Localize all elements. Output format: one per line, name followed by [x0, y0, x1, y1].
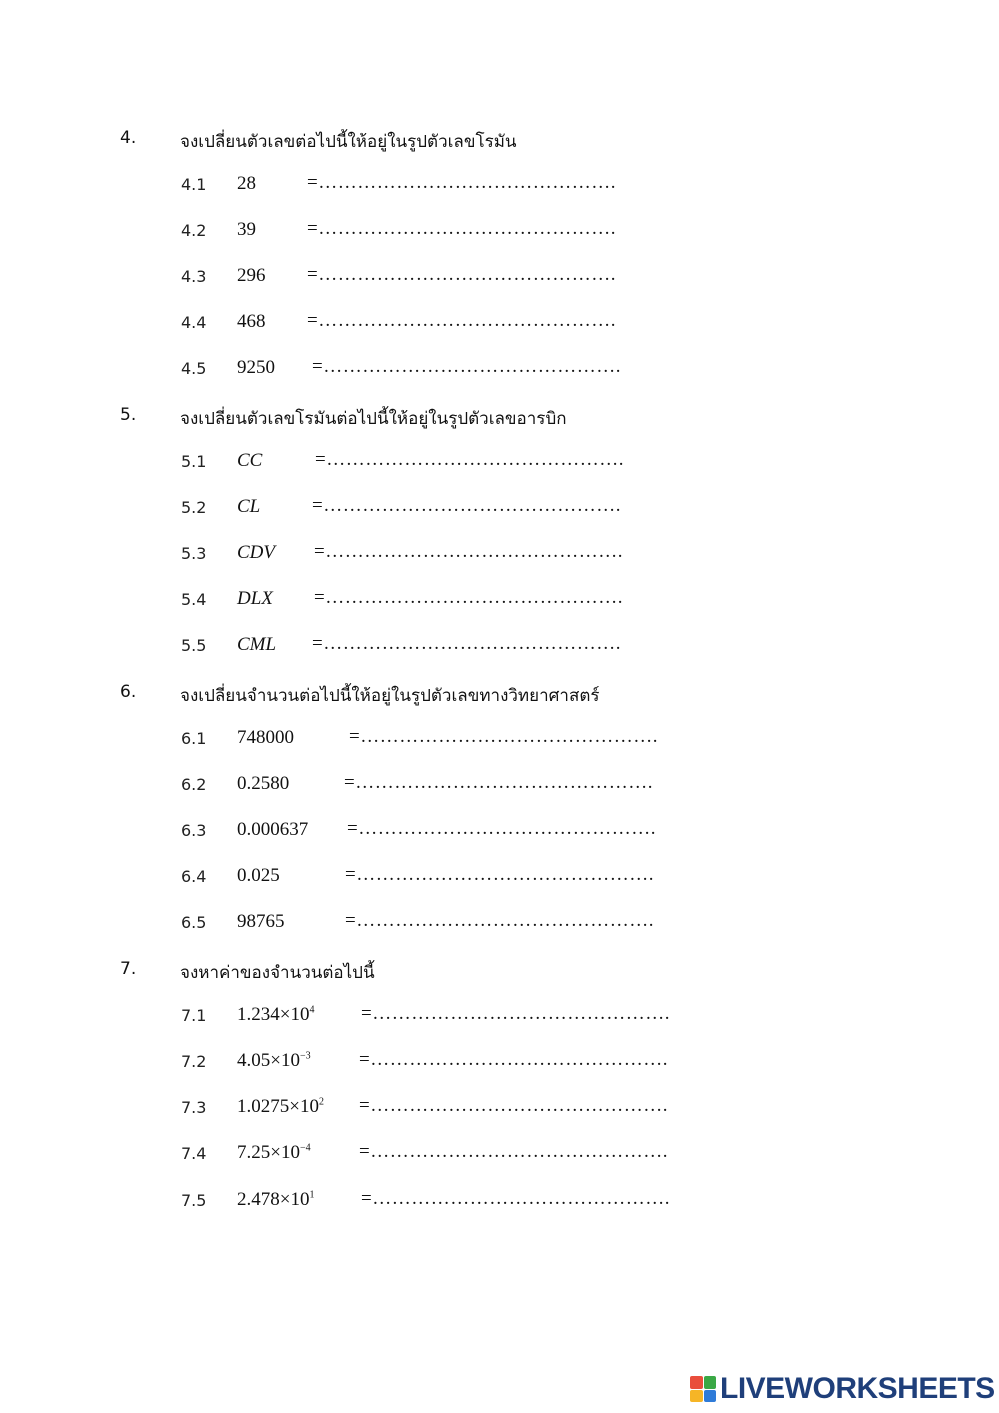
section-number: 5. — [120, 405, 137, 425]
question-number: 6.1 — [181, 729, 207, 748]
question-number: 4.2 — [181, 221, 207, 240]
section-number: 6. — [120, 682, 137, 702]
question-number: 7.1 — [181, 1006, 207, 1025]
value-base: 1.234×10 — [237, 1004, 310, 1025]
section-4-header — [120, 128, 517, 155]
question-value: CDV — [237, 542, 275, 563]
section-title: จงเปลี่ยนตัวเลขโรมันต่อไปนี้ให้อยู่ในรูปตัวเลขอารบิก — [180, 409, 567, 429]
question-value: 98765 — [237, 911, 285, 932]
question-number: 7.2 — [181, 1052, 207, 1071]
question-number: 7.4 — [181, 1144, 207, 1163]
question-value: 39 — [237, 219, 256, 240]
section-title: จงเปลี่ยนตัวเลขต่อไปนี้ให้อยู่ในรูปตัวเลขโรมัน — [180, 132, 517, 152]
question-value: 748000 — [237, 727, 294, 748]
question-value: 468 — [237, 311, 266, 332]
section-title: จงเปลี่ยนจำนวนต่อไปนี้ให้อยู่ในรูปตัวเลขทางวิทยาศาสตร์ — [180, 686, 600, 706]
section-title: จงหาค่าของจำนวนต่อไปนี้ — [180, 963, 375, 983]
value-base: 2.478×10 — [237, 1189, 310, 1210]
answer-field[interactable]: =………………………………………. — [312, 495, 621, 516]
answer-field[interactable]: =………………………………………. — [315, 449, 624, 470]
question-value — [237, 1142, 311, 1164]
answer-field[interactable]: =………………………………………. — [345, 910, 654, 931]
answer-field[interactable]: =………………………………………. — [349, 726, 658, 747]
question-number: 6.5 — [181, 913, 207, 932]
section-5-header — [120, 405, 567, 432]
question-number: 6.2 — [181, 775, 207, 794]
section-7-header — [120, 959, 375, 986]
answer-field[interactable]: =………………………………………. — [312, 633, 621, 654]
answer-field[interactable]: =………………………………………. — [314, 587, 623, 608]
answer-field[interactable]: =………………………………………. — [359, 1095, 668, 1116]
answer-field[interactable]: =………………………………………. — [307, 218, 616, 239]
answer-field[interactable]: =………………………………………. — [312, 356, 621, 377]
question-number: 4.3 — [181, 267, 207, 286]
answer-field[interactable]: =………………………………………. — [361, 1188, 670, 1209]
section-number: 4. — [120, 128, 137, 148]
answer-field[interactable]: =………………………………………. — [314, 541, 623, 562]
question-number: 6.4 — [181, 867, 207, 886]
logo-mark-icon — [690, 1376, 716, 1402]
question-value: 0.2580 — [237, 773, 290, 794]
value-base: 7.25×10 — [237, 1142, 300, 1163]
logo-square-red — [690, 1376, 703, 1389]
answer-field[interactable]: =………………………………………. — [307, 264, 616, 285]
logo-square-yellow — [690, 1390, 703, 1403]
answer-field[interactable]: =………………………………………. — [307, 310, 616, 331]
answer-field[interactable]: =………………………………………. — [347, 818, 656, 839]
question-number: 5.1 — [181, 452, 207, 471]
question-value: 296 — [237, 265, 266, 286]
question-value: CC — [237, 450, 263, 471]
value-exponent: 4 — [309, 1004, 315, 1016]
question-number: 4.5 — [181, 359, 207, 378]
question-value: 9250 — [237, 357, 275, 378]
answer-field[interactable]: =………………………………………. — [359, 1141, 668, 1162]
value-base: 1.0275×10 — [237, 1096, 319, 1117]
logo-text: LIVEWORKSHEETS — [720, 1372, 995, 1405]
value-exponent: −3 — [299, 1050, 311, 1062]
logo-square-green — [704, 1376, 717, 1389]
question-value: 28 — [237, 173, 256, 194]
question-value: DLX — [237, 588, 273, 609]
question-value — [237, 1189, 314, 1211]
question-number: 7.3 — [181, 1098, 207, 1117]
section-number: 7. — [120, 959, 137, 979]
question-value: CML — [237, 634, 277, 655]
question-number: 5.5 — [181, 636, 207, 655]
question-value: 0.025 — [237, 865, 280, 886]
value-exponent: −4 — [299, 1142, 311, 1154]
question-number: 4.4 — [181, 313, 207, 332]
question-number: 4.1 — [181, 175, 207, 194]
logo-square-blue — [704, 1390, 717, 1403]
question-number: 5.3 — [181, 544, 207, 563]
answer-field[interactable]: =………………………………………. — [361, 1003, 670, 1024]
question-number: 7.5 — [181, 1191, 207, 1210]
value-base: 4.05×10 — [237, 1050, 300, 1071]
answer-field[interactable]: =………………………………………. — [359, 1049, 668, 1070]
question-value: CL — [237, 496, 261, 517]
answer-field[interactable]: =………………………………………. — [345, 864, 654, 885]
section-6-header — [120, 682, 600, 709]
answer-field[interactable]: =………………………………………. — [344, 772, 653, 793]
question-number: 6.3 — [181, 821, 207, 840]
question-value — [237, 1004, 314, 1026]
question-number: 5.4 — [181, 590, 207, 609]
question-value — [237, 1050, 311, 1072]
liveworksheets-logo[interactable] — [690, 1372, 995, 1406]
answer-field[interactable]: =………………………………………. — [307, 172, 616, 193]
question-value — [237, 1096, 324, 1118]
question-number: 5.2 — [181, 498, 207, 517]
question-value: 0.000637 — [237, 819, 309, 840]
value-exponent: 2 — [318, 1096, 324, 1108]
value-exponent: 1 — [309, 1189, 315, 1201]
